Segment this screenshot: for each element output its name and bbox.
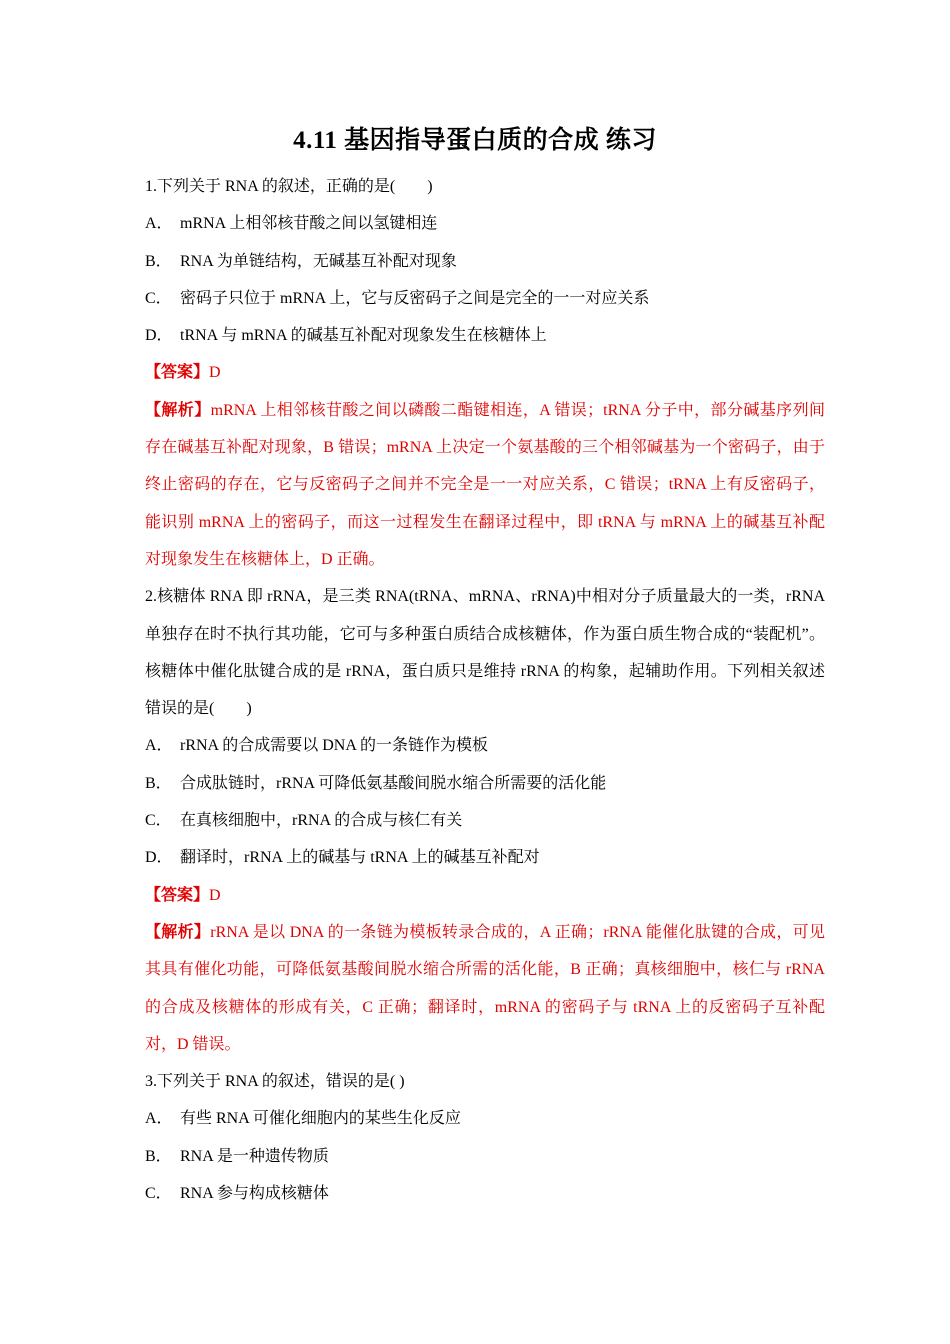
- question-2-option-d: [145, 839, 825, 876]
- option-letter: C．: [145, 1185, 172, 1203]
- answer-tag: 【答案】: [145, 886, 210, 904]
- option-letter: B．: [145, 252, 172, 270]
- question-2-analysis: [145, 914, 825, 1063]
- option-text: RNA 参与构成核糖体: [180, 1185, 329, 1203]
- option-letter: C．: [145, 289, 172, 307]
- question-2-stem: 2.核糖体 RNA 即 rRNA，是三类 RNA(tRNA、mRNA、rRNA)中相对分子质量最大的一类，rRNA 单独存在时不执行其功能，它可与多种蛋白质结合成核糖体，作为蛋白质生物合成的“装配机”。核糖体中催化肽键合成的是 rRNA，蛋白质只是维持 rRNA 的构象，起辅助作用。下列相关叙述错误的是( ): [145, 588, 825, 718]
- option-letter: C．: [145, 812, 172, 830]
- question-1-answer: [145, 354, 825, 391]
- question-1-analysis: [145, 392, 825, 578]
- question-1-option-b: [145, 243, 825, 280]
- question-2-option-c: [145, 802, 825, 839]
- option-text: RNA 为单链结构，无碱基互补配对现象: [180, 252, 457, 270]
- question-1-option-d: [145, 317, 825, 354]
- analysis-tag: 【解析】: [145, 923, 211, 941]
- question-2-answer: [145, 877, 825, 914]
- option-letter: A．: [145, 737, 173, 755]
- option-letter: B．: [145, 774, 172, 792]
- option-letter: B．: [145, 1147, 172, 1165]
- option-letter: A．: [145, 215, 173, 233]
- question-3-option-c: [145, 1175, 825, 1212]
- option-letter: D．: [145, 849, 173, 867]
- answer-value: D: [209, 364, 221, 382]
- option-text: 在真核细胞中，rRNA 的合成与核仁有关: [180, 812, 463, 830]
- option-text: 密码子只位于 mRNA 上，它与反密码子之间是完全的一一对应关系: [180, 289, 650, 307]
- question-3-option-a: [145, 1100, 825, 1137]
- answer-value: D: [209, 886, 221, 904]
- answer-tag: 【答案】: [145, 364, 210, 382]
- question-1-option-c: [145, 280, 825, 317]
- question-2-option-a: [145, 727, 825, 764]
- option-letter: A．: [145, 1110, 173, 1128]
- option-text: mRNA 上相邻核苷酸之间以氢键相连: [180, 215, 438, 233]
- question-3-option-b: [145, 1138, 825, 1175]
- analysis-tag: 【解析】: [145, 401, 211, 419]
- question-list: [145, 168, 825, 1212]
- document-title: 4.11 基因指导蛋白质的合成 练习: [293, 127, 657, 154]
- analysis-text: mRNA 上相邻核苷酸之间以磷酸二酯键相连，A 错误；tRNA 分子中，部分碱基序列间存在碱基互补配对现象，B 错误；mRNA 上决定一个氨基酸的三个相邻碱基为一个密码子，由于终止密码的存在，它与反密码子之间并不完全是一一对应关系，C 错误；tRNA 上有反密码子，能识别 mRNA 上的密码子，而这一过程发生在翻译过程中，即 tRNA 与 mRNA 上的碱基互补配对现象发生在核糖体上，D 正确。: [145, 401, 825, 568]
- question-2-option-b: [145, 765, 825, 802]
- option-text: 翻译时，rRNA 上的碱基与 tRNA 上的碱基互补配对: [180, 849, 540, 867]
- option-text: 有些 RNA 可催化细胞内的某些生化反应: [180, 1110, 461, 1128]
- question-3-stem: 3.下列关于 RNA 的叙述，错误的是( ): [145, 1073, 405, 1091]
- analysis-text: rRNA 是以 DNA 的一条链为模板转录合成的，A 正确；rRNA 能催化肽键的合成，可见其具有催化功能，可降低氨基酸间脱水缩合所需的活化能，B 正确；真核细胞中，核仁与 rRNA 的合成及核糖体的形成有关，C 正确；翻译时，mRNA 的密码子与 tRNA 上的反密码子互补配对，D 错误。: [145, 923, 825, 1053]
- question-1-stem: 1.下列关于 RNA 的叙述，正确的是( ): [145, 178, 433, 195]
- option-text: tRNA 与 mRNA 的碱基互补配对现象发生在核糖体上: [180, 327, 547, 345]
- option-text: RNA 是一种遗传物质: [180, 1147, 329, 1165]
- question-1-option-a: [145, 205, 825, 242]
- option-text: rRNA 的合成需要以 DNA 的一条链作为模板: [180, 737, 489, 755]
- option-text: 合成肽链时，rRNA 可降低氨基酸间脱水缩合所需要的活化能: [180, 774, 607, 792]
- option-letter: D．: [145, 327, 173, 345]
